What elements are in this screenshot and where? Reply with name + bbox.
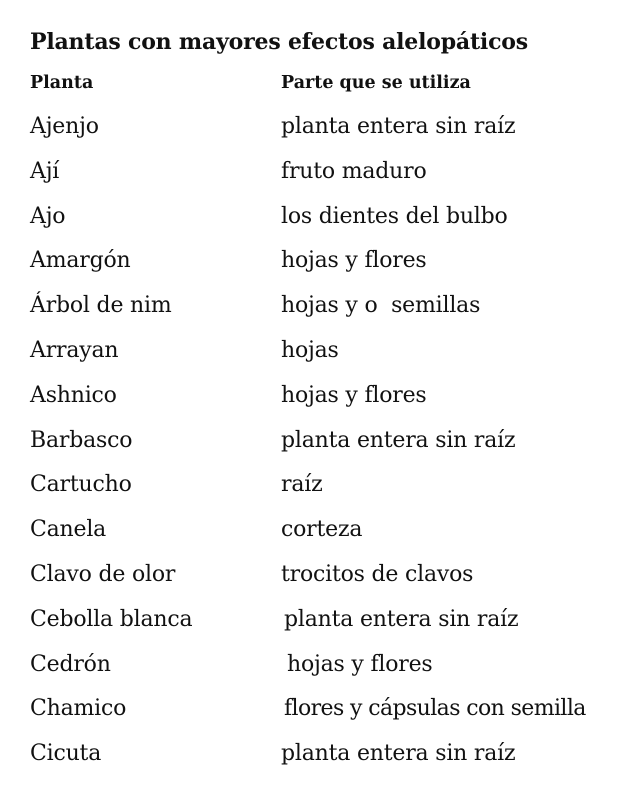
table-row xyxy=(0,422,620,467)
table-row xyxy=(0,690,620,735)
table-row xyxy=(0,198,620,243)
plant-part: trocitos de clavos xyxy=(281,561,474,587)
plant-name: Ajo xyxy=(30,203,66,229)
plant-part: raíz xyxy=(281,472,323,498)
table-row xyxy=(0,287,620,332)
plant-part: planta entera sin raíz xyxy=(284,606,519,632)
table-row xyxy=(0,646,620,691)
table-row xyxy=(0,153,620,198)
table-row xyxy=(0,377,620,422)
plant-name: Ajenjo xyxy=(30,114,99,139)
plant-name: Cartucho xyxy=(30,472,132,498)
plant-part: corteza xyxy=(281,517,363,543)
table-row xyxy=(0,735,620,780)
table-row xyxy=(0,511,620,556)
plant-part: planta entera sin raíz xyxy=(281,427,516,453)
table-row xyxy=(0,242,620,287)
plant-list xyxy=(0,108,620,780)
plant-part: hojas xyxy=(281,337,339,363)
plant-part: planta entera sin raíz xyxy=(281,741,516,767)
plant-name: Amargón xyxy=(30,248,131,274)
plant-name: Árbol de nim xyxy=(30,293,172,319)
plant-name: Barbasco xyxy=(30,427,133,453)
table-row xyxy=(0,108,620,153)
plant-part: flores y cápsulas con semilla xyxy=(284,696,586,722)
plant-name: Cebolla blanca xyxy=(30,606,193,632)
plant-name: Canela xyxy=(30,517,107,543)
table-row xyxy=(0,332,620,377)
column-header-plant: Planta xyxy=(30,73,94,93)
plant-name: Cicuta xyxy=(30,741,102,767)
plant-part: hojas y flores xyxy=(287,651,433,677)
plant-part: hojas y flores xyxy=(281,248,427,274)
plant-part: planta entera sin raíz xyxy=(281,114,516,139)
plant-name: Arrayan xyxy=(30,337,119,363)
plant-part: hojas y o semillas xyxy=(281,293,481,319)
plant-name: Chamico xyxy=(30,696,127,722)
table-row xyxy=(0,601,620,646)
plant-name: Cedrón xyxy=(30,651,111,677)
column-header-part: Parte que se utiliza xyxy=(281,73,471,93)
document-title: Plantas con mayores efectos alelopáticos xyxy=(30,29,528,55)
table-row xyxy=(0,466,620,511)
plant-name: Ají xyxy=(30,158,60,184)
plant-part: fruto maduro xyxy=(281,158,427,184)
plant-part: los dientes del bulbo xyxy=(281,203,508,229)
plant-part: hojas y flores xyxy=(281,382,427,408)
table-row xyxy=(0,556,620,601)
plant-name: Clavo de olor xyxy=(30,561,176,587)
plant-name: Ashnico xyxy=(30,382,117,408)
